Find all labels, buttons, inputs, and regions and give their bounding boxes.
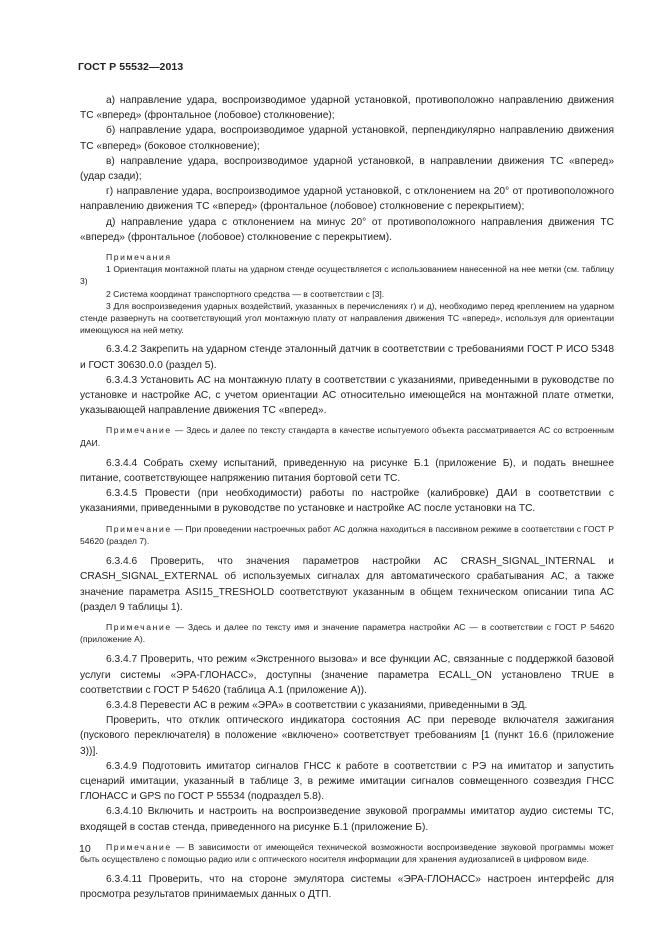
note-text: — Здесь и далее по тексту имя и значение параметра настройки АС — в соответствии с ГОСТ Р 54620 (приложение А). — [80, 621, 614, 645]
note-label: Примечание — [106, 621, 172, 632]
item-b: б) направление удара, воспроизводимое ударной установкой, перпендикулярно направлению движения ТС «вперед» (боковое столкновение); — [80, 125, 614, 152]
paragraph-63410: 6.3.4.10 Включить и настроить на воспроизведение звуковой программы имитатор аудио системы ТС, входящей в состав стенда, приведенного на рисунке Б.1 (приложение Б). — [80, 806, 614, 833]
note-item-2: 2 Система координат транспортного средства — в соответствии с [3]. — [106, 288, 385, 299]
paragraph-6349: 6.3.4.9 Подготовить имитатор сигналов ГНСС к работе в соответствии с РЭ на имитатор и запустить сценарий имитации, указанный в таблице 3, в режиме имитации сигналов совмещенного созвездия ГНСС ГЛОНАСС и GPS по ГОСТ Р 55534 (подраздел 5.8). — [80, 760, 614, 803]
item-d: г) направление удара, воспроизводимое ударной установкой, с отклонением на 20° от противоположного направлению движения ТС «вперед» (фронтальное (лобовое) столкновение с перекрытием); — [80, 186, 614, 213]
note-label: Примечание — [106, 425, 172, 436]
note-item-3: 3 Для воспроизведения ударных воздействий, указанных в перечислениях г) и д), необходимо перед креплением на ударном стенде развернуть на соответствующий угол монтажную плату от направления движения ТС «вперед», используя для ориентации имеющуюся на ней метку. — [80, 300, 614, 336]
note-label: Примечание — [106, 841, 172, 852]
note-paragraph — [80, 424, 614, 448]
paragraph-6348-check: Проверить, что отклик оптического индикатора состояния АС при переводе включателя зажигания (пускового переключателя) в положение «включено» соответствует требованиям [1 (пункт 16.6 (приложение 3))]. — [80, 715, 614, 757]
paragraph-63411: 6.3.4.11 Проверить, что на стороне эмулятора системы «ЭРА-ГЛОНАСС» настроен интерфейс для просмотра результатов принимаемых данных о ДТП. — [80, 874, 614, 901]
note-text: — При проведении настроечных работ АС должна находиться в пассивном режиме в соответствии с ГОСТ Р 54620 (раздел 7). — [80, 523, 614, 546]
note-paragraph — [80, 841, 614, 865]
note-paragraph — [80, 621, 614, 645]
notes-title: Примечания — [106, 252, 172, 263]
page-number: 10 — [79, 843, 91, 855]
item-c: в) направление удара, воспроизводимое ударной установкой, в направлении движения ТС «вперед» (удар сзади); — [80, 155, 614, 183]
page-content — [80, 93, 614, 903]
note-label: Примечание — [106, 523, 172, 534]
paragraph-6343: 6.3.4.3 Установить АС на монтажную плату в соответствии с указаниями, приведенными в руководстве по установке и настройке АС, с учетом ориентации АС относительно имеющейся на монтажной плате отметки, указывающей направление движения ТС «вперед». — [80, 374, 614, 417]
paragraph-6348: 6.3.4.8 Перевести АС в режим «ЭРА» в соответствии с указаниями, приведенными в ЭД. — [106, 699, 528, 711]
note-text: — Здесь и далее по тексту стандарта в качестве испытуемого объекта рассматривается АС со встроенным ДАИ. — [80, 425, 614, 448]
paragraph-6342: 6.3.4.2 Закрепить на ударном стенде эталонный датчик в соответствии с требованиями ГОСТ Р ИСО 5348 и ГОСТ 30630.0.0 (раздел 5). — [80, 344, 614, 371]
item-a: а) направление удара, воспроизводимое ударной установкой, противоположно направлению движения ТС «вперед» (фронтальное (лобовое) столкновение); — [80, 95, 614, 122]
note-paragraph — [80, 523, 614, 547]
notes-block — [80, 251, 614, 336]
paragraph-6346: 6.3.4.6 Проверить, что значения параметров настройки АС CRASH_SIGNAL_INTERNAL и CRASH_SIGNAL_EXTERNAL об используемых сигналах для автоматического срабатывания АС, а также значение параметра ASI15_TRESHOLD соответствуют указанным в общем техническом описании типа АС (раздел 9 таблицы 1). — [80, 556, 614, 613]
note-text: — В зависимости от имеющейся технической возможности воспроизведение звуковой программы может быть осуществлено с помощью радио или с оптического носителя информации для хранения аудиозаписей в цифровом виде. — [80, 841, 614, 864]
paragraph-6345: 6.3.4.5 Провести (при необходимости) работы по настройке (калибровке) ДАИ в соответствии с указаниями, приведенными в руководстве по установке и настройке АС после установки на ТС. — [80, 488, 614, 515]
paragraph-6344: 6.3.4.4 Собрать схему испытаний, приведенную на рисунке Б.1 (приложение Б), и подать внешнее питание, соответствующее напряжению питания бортовой сети ТС. — [80, 457, 614, 485]
paragraph-6347: 6.3.4.7 Проверить, что режим «Экстренного вызова» и все функции АС, связанные с поддержкой базовой услуги системы «ЭРА-ГЛОНАСС», доступны (значение параметра ECALL_ON установлено TRUE в соответствии с ГОСТ Р 54620 (таблица А.1 (приложение А)). — [80, 654, 614, 696]
item-e: д) направление удара с отклонением на минус 20° от противоположного направления движения ТС «вперед» (фронтальное (лобовое) столкновение с перекрытием). — [80, 216, 614, 243]
note-item-1: 1 Ориентация монтажной платы на ударном стенде осуществляется с использованием нанесенной на нее метки (см. таблицу 3) — [80, 264, 614, 287]
document-header: ГОСТ Р 55532—2013 — [78, 61, 184, 73]
